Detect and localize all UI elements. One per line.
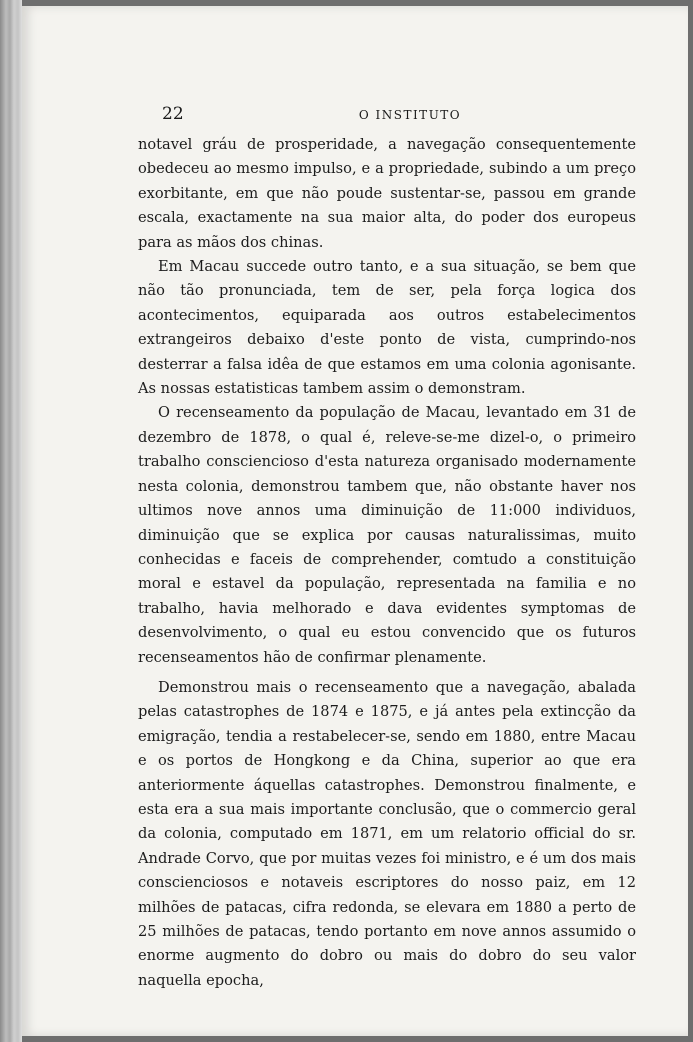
paragraph-macau: Em Macau succede outro tanto, e a sua situação, se bem que não tão pronunciada, tem de ser, pela força logica dos acontecimentos, equiparada aos outros estabelecimentos extrangeiros debaixo d'este ponto de vista, cumprindo-nos desterrar a falsa idêa de que estamos em uma colonia agonisante. As nossas estatisticas tambem assim o demonstram. (138, 258, 636, 398)
page-header (162, 104, 658, 126)
running-title: O INSTITUTO (358, 108, 462, 122)
paragraph-recenseamento: O recenseamento da população de Macau, levantado em 31 de dezembro de 1878, o qual é, releve-se-me dizel-o, o primeiro trabalho consciencioso d'esta natureza organisado modernamente nesta colonia, demonstrou tambem que, não obstante haver nos ultimos nove annos uma diminuição de 11:000 individuos, diminuição que se explica por causas naturalissimas, muito conhecidas e faceis de comprehender, comtudo a constituição moral e estavel da população, representada na familia e no trabalho, havia melhorado e dava evidentes symptomas de desenvolvimento, o qual eu estou convencido que os futuros recenseamentos hão de confirmar plenamente. (138, 404, 636, 666)
paragraph-continuation: notavel gráu de prosperidade, a navegação consequentemente obedeceu ao mesmo impulso, e a propriedade, subindo a um preço exorbitante, em que não poude sustentar-se, passou em grande escala, exactamente na sua maior alta, do poder dos europeus para as mãos dos chinas. (138, 136, 636, 251)
paragraph-navegacao: Demonstrou mais o recenseamento que a navegação, abalada pelas catastrophes de 1874 e 1875, e já antes pela extincção da emigração, tendia a restabelecer-se, sendo em 1880, entre Macau e os portos de Hongkong e da China, superior ao que era anteriormente áquellas catastrophes. Demonstrou finalmente, e esta era a sua mais importante conclusão, que o commercio geral da colonia, computado em 1871, em um relatorio official do sr. Andrade Corvo, que por muitas vezes foi ministro, e é um dos mais conscienciosos e notaveis escriptores do nosso paiz, em 12 milhões de patacas, cifra redonda, se elevara em 1880 a perto de 25 milhões de patacas, tendo portanto em nove annos assumido o enorme augmento do dobro ou mais do dobro do seu valor naquella epocha, (138, 678, 636, 989)
body-text (138, 133, 636, 993)
page-number: 22 (162, 104, 184, 124)
book-page-edges (0, 0, 22, 1042)
